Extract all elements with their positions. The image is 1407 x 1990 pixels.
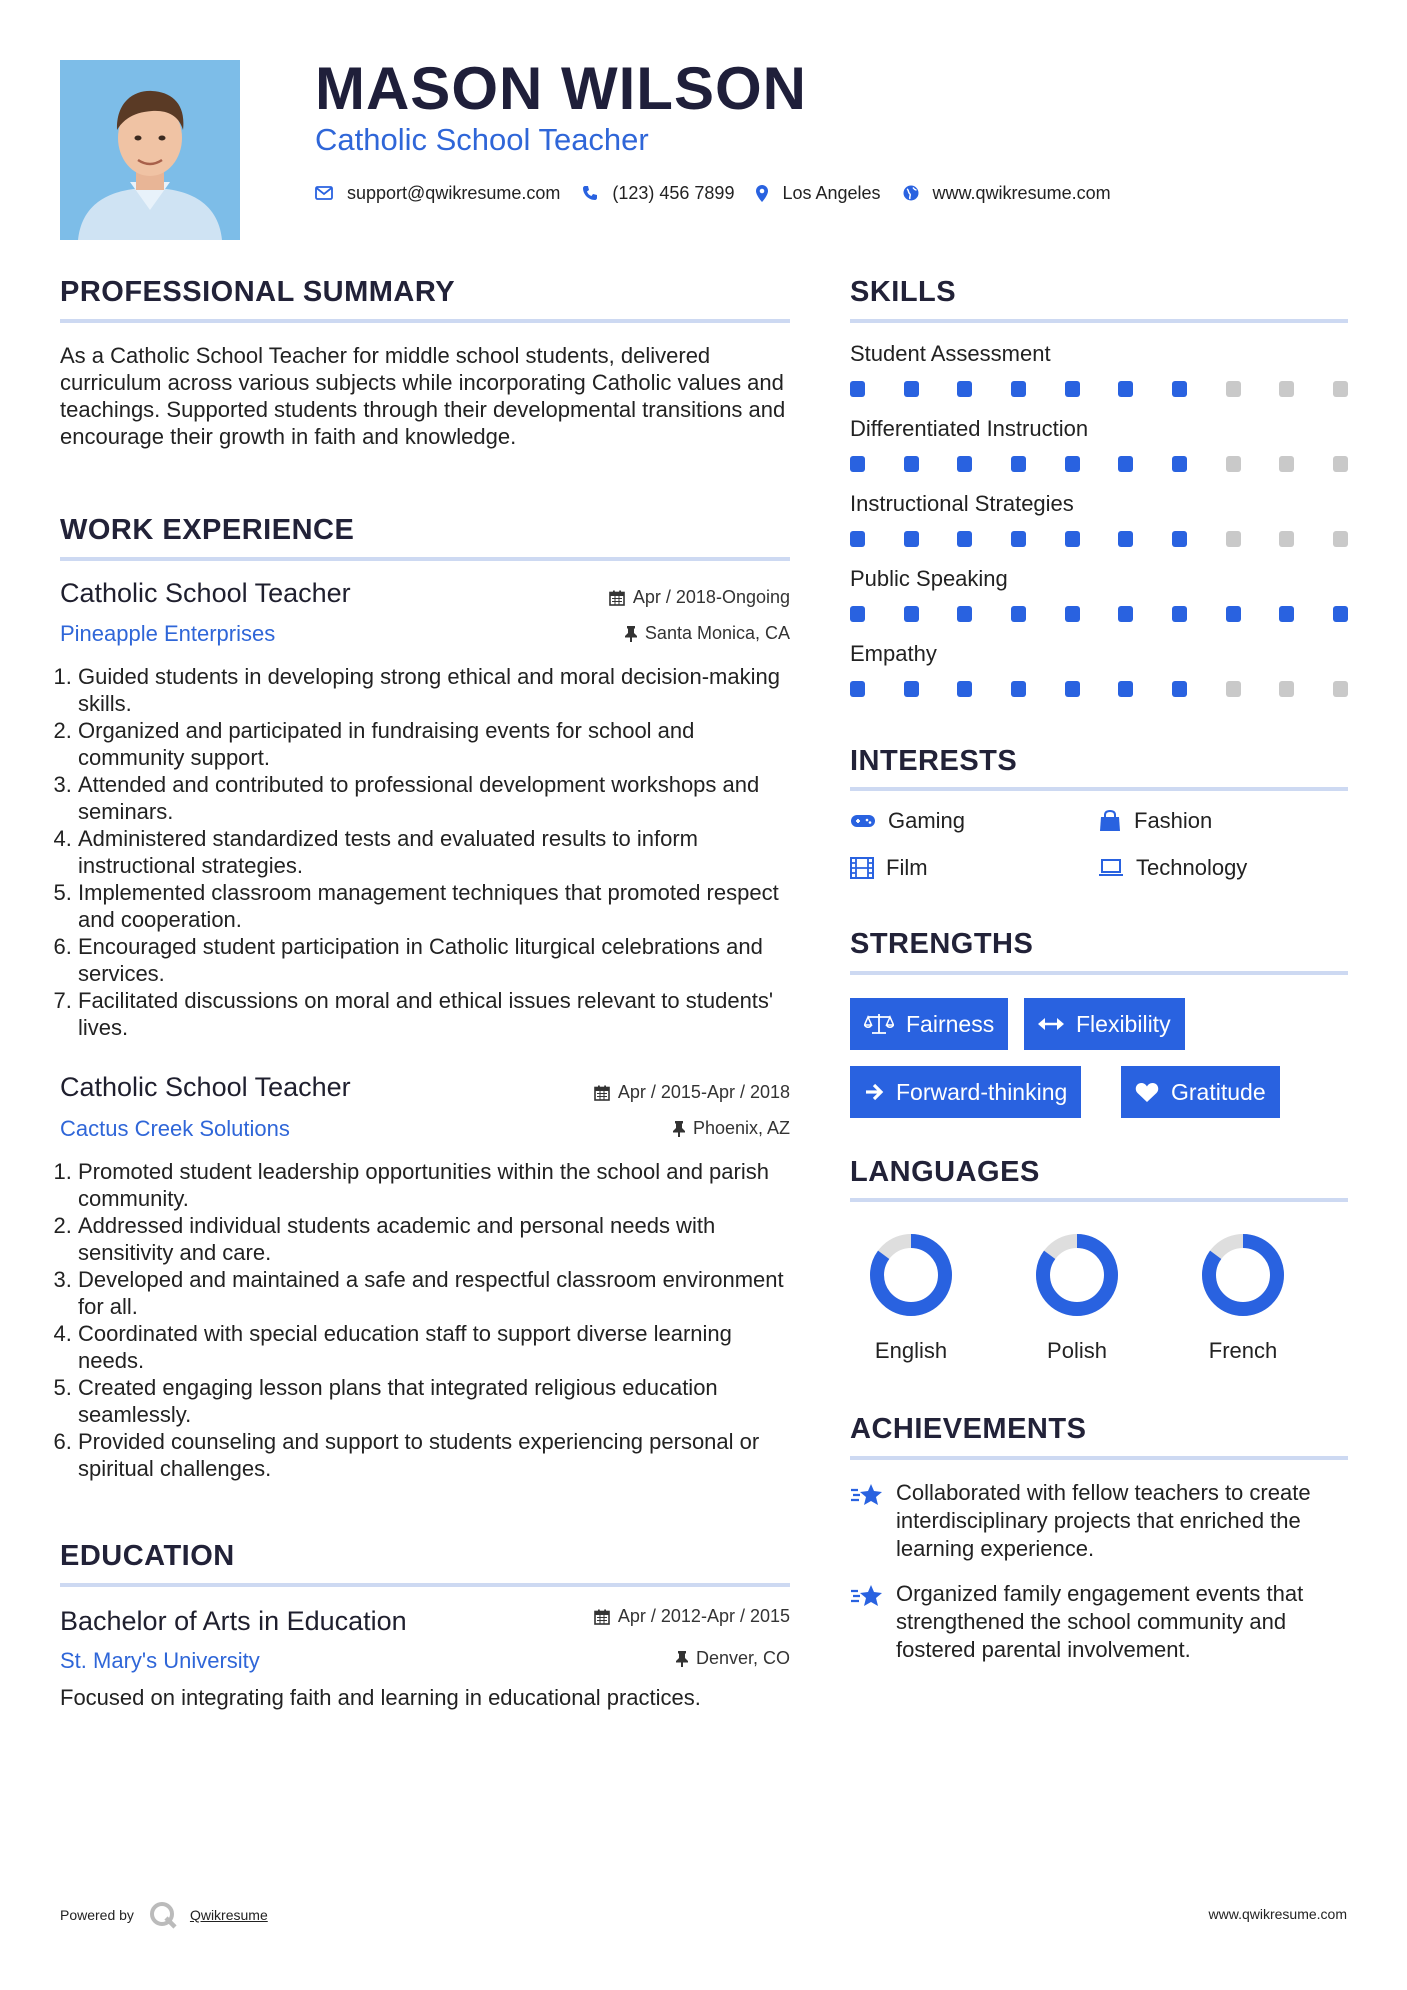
heart-icon (1135, 1082, 1159, 1103)
skill-dot-filled (1118, 456, 1133, 472)
language-item (1173, 1232, 1313, 1318)
contact-email[interactable] (315, 183, 560, 204)
job-company: Pineapple Enterprises (60, 621, 276, 646)
skill-dot-filled (904, 381, 919, 397)
interest-item-technology (1098, 855, 1247, 881)
contact-website-text: www.qwikresume.com (932, 182, 1111, 203)
skill-dot-filled (957, 606, 972, 622)
balance-scale-icon (864, 1012, 894, 1036)
skill-rating (850, 606, 1348, 622)
list-item: 2. Addressed individual students academic and personal needs with sensitivity and care. (78, 1212, 790, 1266)
skill-dot-filled (1011, 606, 1026, 622)
skill-dot-filled (1065, 681, 1080, 697)
footer-powered-by (60, 1900, 268, 1930)
languages-divider (850, 1198, 1348, 1202)
achievement-text: Organized family engagement events that strengthened the school community and fostered parental involvement. (896, 1581, 1304, 1662)
language-donut (1200, 1232, 1286, 1318)
job-dates-text: Apr / 2018-Ongoing (632, 587, 790, 607)
job-location (673, 1118, 790, 1139)
skill-name: Instructional Strategies (850, 491, 1074, 516)
language-donut (868, 1232, 954, 1318)
skill-dot-filled (1333, 606, 1348, 622)
powered-by-text: Powered by (60, 1907, 134, 1923)
skill-dot-filled (1118, 381, 1133, 397)
skill-dot-filled (1279, 606, 1294, 622)
skill-dot-empty (1279, 531, 1294, 547)
skill-dot-filled (1172, 606, 1187, 622)
skill-rating (850, 681, 1348, 697)
job-company: Cactus Creek Solutions (60, 1116, 290, 1141)
skill-dot-filled (1011, 381, 1026, 397)
education-divider (60, 1583, 790, 1587)
interest-item-gaming (850, 808, 965, 834)
calendar-icon (594, 1609, 610, 1625)
work-divider (60, 557, 790, 561)
degree-title: Bachelor of Arts in Education (60, 1606, 407, 1636)
skill-dot-filled (904, 681, 919, 697)
contact-location (756, 183, 880, 204)
contact-location-text: Los Angeles (782, 182, 881, 203)
skill-dot-empty (1333, 531, 1348, 547)
skill-dot-filled (904, 531, 919, 547)
job-dates (594, 1082, 790, 1103)
profile-photo (60, 60, 240, 240)
strength-label: Gratitude (1171, 1078, 1266, 1105)
list-item: 4. Administered standardized tests and evaluated results to inform instructional strategies. (78, 825, 790, 879)
skill-dot-filled (1065, 531, 1080, 547)
education-dates (594, 1606, 790, 1627)
film-icon (850, 857, 874, 879)
achievement-item (850, 1479, 1336, 1563)
interest-label: Technology (1136, 855, 1248, 880)
skill-dot-filled (850, 531, 865, 547)
summary-heading: PROFESSIONAL SUMMARY (60, 276, 456, 308)
work-heading: WORK EXPERIENCE (60, 514, 355, 546)
globe-icon (903, 185, 919, 201)
strengths-heading: STRENGTHS (850, 928, 1034, 960)
gamepad-icon (850, 813, 876, 829)
skill-dot-filled (1172, 681, 1187, 697)
list-item: 6. Provided counseling and support to students experiencing personal or spiritual challenges. (78, 1428, 790, 1482)
school-name: St. Mary's University (60, 1648, 260, 1673)
strength-chip-flexibility (1024, 998, 1185, 1050)
job-duties (60, 1158, 790, 1482)
qwikresume-link[interactable]: Qwikresume (189, 1907, 268, 1923)
job-dates (609, 587, 790, 608)
shopping-bag-icon (1098, 810, 1122, 832)
skill-dot-filled (850, 381, 865, 397)
education-dates-text: Apr / 2012-Apr / 2015 (617, 1606, 790, 1626)
contact-phone[interactable] (582, 183, 734, 204)
skill-rating (850, 531, 1348, 547)
achievements-heading: ACHIEVEMENTS (850, 1413, 1087, 1445)
contact-email-text: support@qwikresume.com (347, 182, 561, 203)
skill-dot-filled (904, 606, 919, 622)
skill-dot-empty (1226, 531, 1241, 547)
contact-website[interactable] (903, 183, 1111, 204)
skill-dot-filled (850, 606, 865, 622)
list-item: 4. Coordinated with special education staff to support diverse learning needs. (78, 1320, 790, 1374)
skill-dot-empty (1279, 456, 1294, 472)
candidate-title: Catholic School Teacher (315, 122, 649, 157)
skill-dot-empty (1279, 381, 1294, 397)
education-location (676, 1648, 790, 1669)
interests-divider (850, 787, 1348, 791)
skill-dot-empty (1226, 456, 1241, 472)
skill-dot-empty (1333, 381, 1348, 397)
envelope-icon (315, 186, 333, 200)
skill-dot-filled (1172, 456, 1187, 472)
skill-dot-empty (1226, 381, 1241, 397)
language-donut (1034, 1232, 1120, 1318)
summary-divider (60, 319, 790, 323)
skill-dot-filled (1065, 606, 1080, 622)
skill-dot-filled (850, 456, 865, 472)
achievement-item (850, 1580, 1336, 1664)
education-heading: EDUCATION (60, 1540, 235, 1572)
language-name: French (1208, 1338, 1278, 1363)
skill-dot-filled (1011, 681, 1026, 697)
skill-dot-filled (1226, 606, 1241, 622)
skill-rating (850, 381, 1348, 397)
skill-name: Public Speaking (850, 566, 1008, 591)
skill-dot-filled (957, 681, 972, 697)
achievements-divider (850, 1456, 1348, 1460)
arrows-horizontal-icon (1038, 1017, 1064, 1031)
thumbtack-icon (676, 1651, 688, 1667)
thumbtack-icon (625, 626, 637, 642)
laptop-icon (1098, 858, 1124, 878)
language-name: Polish (1047, 1338, 1107, 1363)
footer-website[interactable]: www.qwikresume.com (1208, 1906, 1347, 1922)
strengths-divider (850, 971, 1348, 975)
job-location (625, 623, 790, 644)
language-item (1007, 1232, 1147, 1318)
skill-dot-filled (1172, 381, 1187, 397)
list-item: 1. Guided students in developing strong ethical and moral decision-making skills. (78, 663, 790, 717)
calendar-icon (594, 1085, 610, 1101)
skill-dot-filled (1065, 381, 1080, 397)
strength-chip-gratitude (1121, 1066, 1280, 1118)
skill-rating (850, 456, 1348, 472)
strength-chip-forward-thinking (850, 1066, 1081, 1118)
list-item: 1. Promoted student leadership opportunities within the school and parish community. (78, 1158, 790, 1212)
contact-phone-text: (123) 456 7899 (612, 182, 735, 203)
skill-dot-filled (1065, 456, 1080, 472)
job-dates-text: Apr / 2015-Apr / 2018 (617, 1082, 790, 1102)
interests-heading: INTERESTS (850, 745, 1018, 777)
language-name: English (874, 1338, 948, 1363)
strength-label: Fairness (906, 1010, 995, 1037)
skill-dot-filled (1118, 681, 1133, 697)
skill-dot-filled (957, 456, 972, 472)
interest-label: Film (886, 855, 928, 880)
languages-heading: LANGUAGES (850, 1156, 1040, 1188)
achievement-text: Collaborated with fellow teachers to create interdisciplinary projects that enriched the learning experience. (896, 1480, 1311, 1561)
list-item: 5. Implemented classroom management techniques that promoted respect and cooperation. (78, 879, 790, 933)
list-item: 3. Attended and contributed to professional development workshops and seminars. (78, 771, 790, 825)
list-item: 5. Created engaging lesson plans that integrated religious education seamlessly. (78, 1374, 790, 1428)
skill-dot-filled (850, 681, 865, 697)
skill-dot-filled (957, 531, 972, 547)
summary-text: As a Catholic School Teacher for middle school students, delivered curriculum across various subjects while incorporating Catholic values and teachings. Supported students through their developmental transitions and encourage their growth in faith and knowledge. (60, 343, 786, 449)
skill-dot-filled (957, 381, 972, 397)
skill-dot-empty (1333, 456, 1348, 472)
interest-item-film (850, 855, 928, 881)
interest-item-fashion (1098, 808, 1212, 834)
skill-name: Student Assessment (850, 341, 1051, 366)
skills-heading: SKILLS (850, 276, 957, 308)
interest-label: Gaming (888, 808, 966, 833)
shooting-star-icon (850, 1481, 884, 1509)
contact-bar (315, 178, 1133, 208)
skill-dot-filled (1118, 606, 1133, 622)
strength-chip-fairness (850, 998, 1008, 1050)
education-location-text: Denver, CO (695, 1648, 790, 1668)
education-description: Focused on integrating faith and learning in educational practices. (60, 1685, 701, 1710)
skill-dot-filled (904, 456, 919, 472)
list-item: 2. Organized and participated in fundraising events for school and community support. (78, 717, 790, 771)
thumbtack-icon (673, 1121, 685, 1137)
list-item: 7. Facilitated discussions on moral and ethical issues relevant to students' lives. (78, 987, 790, 1041)
skills-divider (850, 319, 1348, 323)
arrow-right-icon (864, 1082, 884, 1102)
skill-name: Empathy (850, 641, 937, 666)
phone-icon (582, 185, 598, 201)
map-marker-icon (756, 185, 768, 202)
skill-dot-filled (1011, 531, 1026, 547)
skill-dot-filled (1172, 531, 1187, 547)
strength-label: Forward-thinking (896, 1078, 1068, 1105)
skill-dot-empty (1333, 681, 1348, 697)
skill-dot-empty (1226, 681, 1241, 697)
job-location-text: Phoenix, AZ (692, 1118, 790, 1138)
interest-label: Fashion (1134, 808, 1213, 833)
skill-dot-empty (1279, 681, 1294, 697)
calendar-icon (609, 590, 625, 606)
strength-label: Flexibility (1076, 1010, 1171, 1037)
list-item: 6. Encouraged student participation in Catholic liturgical celebrations and services. (78, 933, 790, 987)
language-item (841, 1232, 981, 1318)
skill-dot-filled (1118, 531, 1133, 547)
job-title: Catholic School Teacher (60, 578, 351, 608)
list-item: 3. Developed and maintained a safe and respectful classroom environment for all. (78, 1266, 790, 1320)
shooting-star-icon (850, 1582, 884, 1610)
candidate-name: MASON WILSON (315, 55, 807, 122)
skill-name: Differentiated Instruction (850, 416, 1089, 441)
job-location-text: Santa Monica, CA (644, 623, 790, 643)
job-duties (60, 663, 790, 1041)
qwikresume-logo-icon (148, 1900, 178, 1930)
job-title: Catholic School Teacher (60, 1072, 351, 1102)
skill-dot-filled (1011, 456, 1026, 472)
